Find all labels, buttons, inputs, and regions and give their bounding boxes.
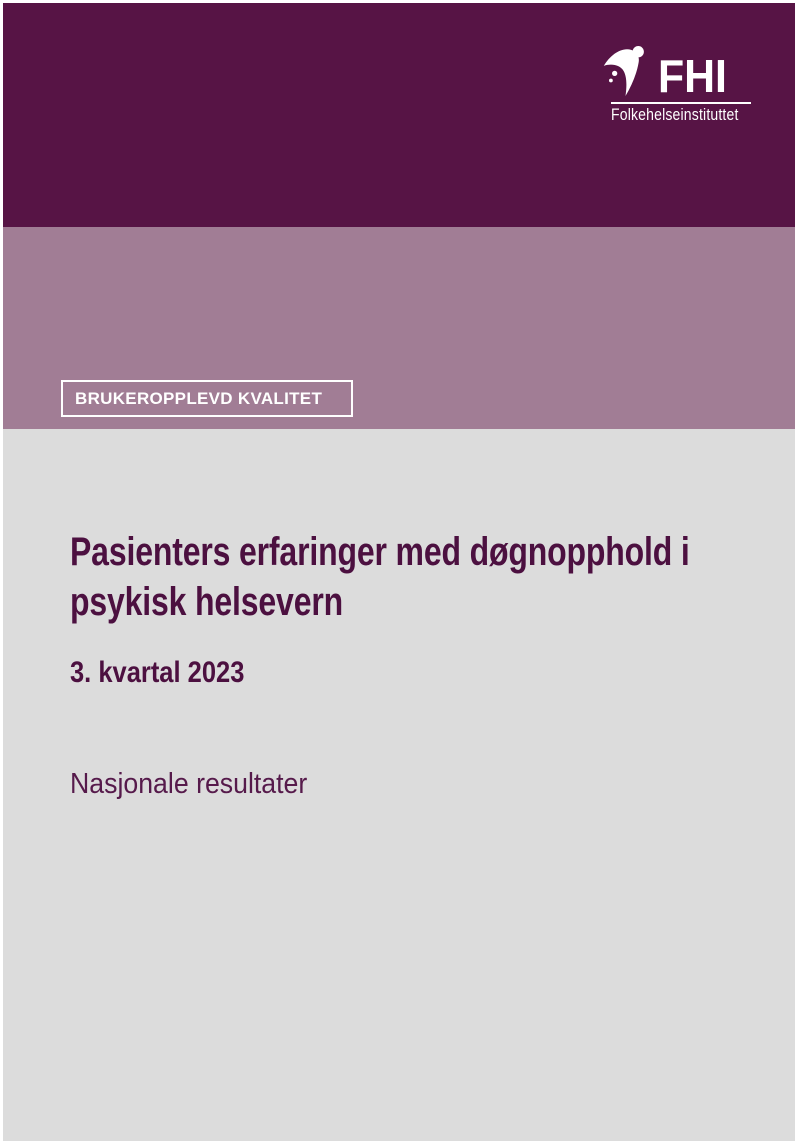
fhi-swoosh-icon <box>601 44 650 99</box>
report-scope: Nasjonale resultater <box>70 768 308 800</box>
report-title <box>70 527 800 627</box>
logo-row <box>601 44 751 100</box>
logo-brand-text: FHI <box>658 50 727 102</box>
category-label: BRUKEROPPLEVD KVALITET <box>75 388 323 408</box>
report-period: 3. kvartal 2023 <box>70 656 245 689</box>
logo-org-name: Folkehelseinstituttet <box>611 106 739 124</box>
category-label-box <box>61 380 353 417</box>
fhi-logo <box>611 44 751 125</box>
body-band <box>3 429 795 1141</box>
logo-divider <box>611 102 751 104</box>
report-title-line-1: Pasienters erfaringer med døgnopphold i <box>70 530 690 574</box>
header-band <box>3 3 795 227</box>
report-title-line-2: psykisk helsevern <box>70 580 344 624</box>
category-band <box>3 227 795 429</box>
